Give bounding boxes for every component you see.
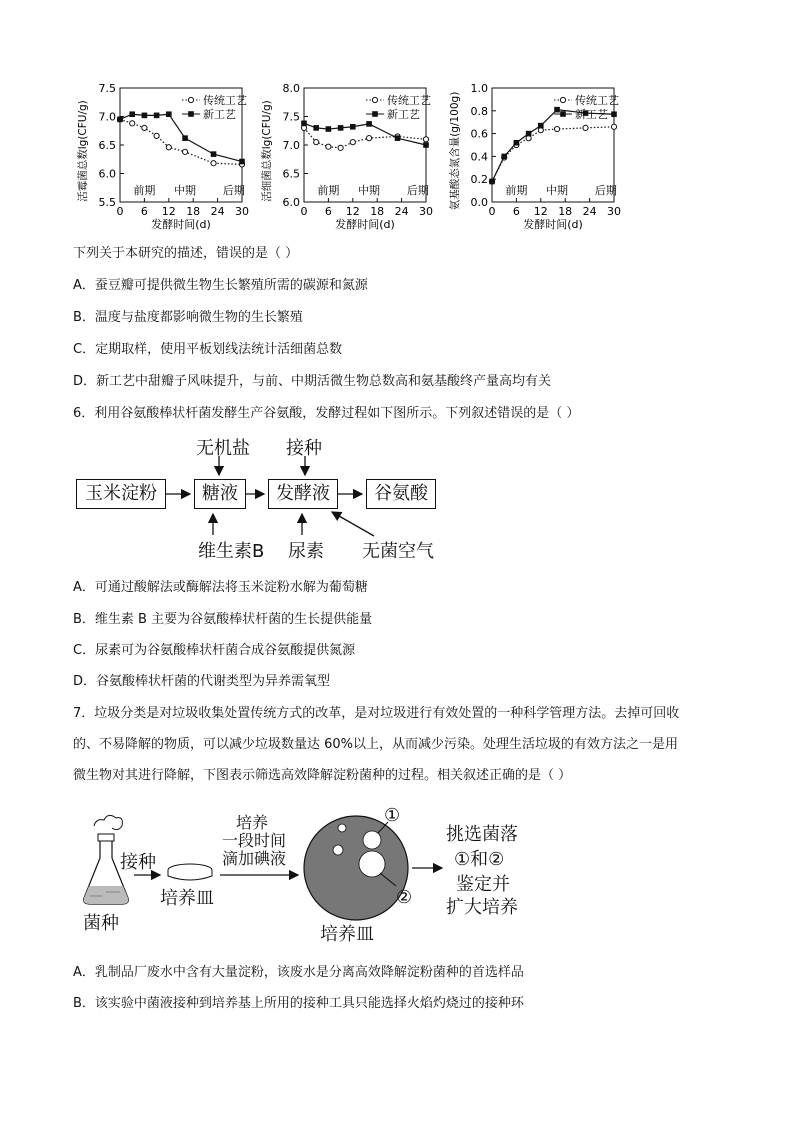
series-traditional-line: [304, 128, 426, 148]
box-glutamic-acid: 谷氨酸: [366, 479, 436, 509]
label-pick-4: 扩大培养: [446, 897, 518, 918]
x-tick-label: 12: [533, 205, 548, 218]
legend-new-marker: [188, 111, 194, 117]
q6-flow-diagram: [70, 430, 450, 560]
label-sterile-air: 无菌空气: [362, 541, 434, 562]
y-tick-label: 1.0: [470, 82, 488, 95]
label-iodine: 滴加碘液: [222, 849, 287, 868]
label-colony-1: ①: [384, 805, 401, 826]
q7-screening-figure: [72, 800, 552, 950]
point-traditional: [130, 121, 135, 126]
point-new: [611, 111, 617, 117]
x-axis-label: 发酵时间(d): [523, 218, 583, 231]
label-culture: 培养: [236, 813, 269, 832]
x-tick-label: 6: [512, 205, 520, 218]
label-fig-inoculate: 接种: [120, 852, 156, 873]
point-new: [166, 111, 172, 117]
arrow-air: [332, 512, 374, 536]
phase-label: 前期: [317, 184, 340, 197]
legend-new-label: 新工艺: [203, 108, 236, 121]
q7-stem-line3: 微生物对其进行降解，下图表示筛选高效降解淀粉菌种的过程。相关叙述正确的是（ ）: [73, 768, 572, 783]
q6-option-b[interactable]: B．维生素 B 主要为谷氨酸棒状杆菌的生长提供能量: [73, 612, 373, 627]
box-corn-starch: 玉米淀粉: [76, 479, 166, 509]
point-new: [350, 124, 356, 130]
chart-mold-svg: [74, 76, 256, 236]
legend-new-label: 新工艺: [575, 108, 608, 121]
label-dish-2: 培养皿: [320, 924, 374, 945]
point-new: [313, 125, 319, 131]
x-tick-label: 18: [186, 205, 201, 218]
phase-label: 前期: [133, 184, 156, 197]
box-sugar-liquid: 糖液: [194, 479, 246, 509]
x-tick-label: 30: [235, 205, 249, 218]
point-traditional: [554, 126, 559, 131]
point-traditional: [338, 145, 343, 150]
label-urea: 尿素: [288, 541, 324, 562]
phase-label: 中期: [358, 184, 381, 197]
chart-mold: [74, 76, 256, 240]
point-new: [501, 154, 507, 160]
phase-label: 后期: [594, 184, 617, 197]
x-axis-label: 发酵时间(d): [335, 218, 395, 231]
y-tick-label: 7.0: [282, 139, 300, 152]
point-traditional: [326, 144, 331, 149]
label-pick-2: ①和②: [454, 849, 505, 870]
x-tick-label: 12: [345, 205, 360, 218]
x-tick-label: 24: [394, 205, 409, 218]
q7-option-b[interactable]: B．该实验中菌液接种到培养基上所用的接种工具只能选择火焰灼烧过的接种环: [73, 996, 524, 1011]
q5-option-a[interactable]: A．蚕豆瓣可提供微生物生长繁殖所需的碳源和氮源: [73, 278, 368, 293]
q7-stem-line2: 的、不易降解的物质，可以减少垃圾数量达 60%以上，从而减少污染。处理生活垃圾的有效方法之一是用: [73, 737, 679, 752]
x-tick-label: 18: [558, 205, 573, 218]
point-new: [117, 117, 123, 123]
series-traditional-line: [492, 127, 614, 182]
point-traditional: [182, 149, 187, 154]
q6-option-d[interactable]: D．谷氨酸棒状杆菌的代谢类型为异养需氧型: [73, 674, 331, 689]
y-tick-label: 5.5: [98, 196, 116, 209]
y-tick-label: 7.5: [282, 110, 300, 124]
legend-new-label: 新工艺: [387, 108, 420, 121]
legend-new-marker: [372, 111, 378, 117]
culture-dish-icon: [304, 816, 408, 920]
y-tick-label: 6.5: [98, 139, 116, 152]
point-traditional: [142, 125, 147, 130]
phase-label: 中期: [546, 184, 569, 197]
point-new: [338, 125, 344, 131]
point-traditional: [166, 145, 171, 150]
q7-stem-line1: 7．垃圾分类是对垃圾收集处置传统方式的改革，是对垃圾进行有效处置的一种科学管理方法。去掉可回收: [73, 706, 680, 721]
series-traditional-line: [120, 119, 242, 164]
chart-bacteria: [258, 76, 444, 240]
point-traditional: [366, 136, 371, 141]
y-tick-label: 6.0: [98, 167, 116, 181]
chart-amino-nitrogen: [446, 76, 632, 240]
point-new: [514, 140, 520, 146]
label-vitamin-b: 维生素B: [198, 541, 265, 562]
label-pick-1: 挑选菌落: [446, 824, 518, 845]
series-new-line: [120, 114, 242, 161]
point-traditional: [350, 140, 355, 145]
y-tick-label: 0.2: [470, 173, 488, 187]
point-traditional: [611, 124, 616, 129]
phase-label: 后期: [406, 184, 429, 197]
point-new: [526, 131, 532, 137]
x-tick-label: 12: [161, 205, 176, 218]
point-new: [142, 113, 148, 119]
point-traditional: [423, 137, 428, 142]
legend-new-marker: [560, 111, 566, 117]
q6-option-c[interactable]: C．尿素可为谷氨酸棒状杆菌合成谷氨酸提供氮源: [73, 643, 356, 658]
chart-bacteria-svg: [258, 76, 444, 236]
point-new: [301, 121, 307, 127]
phase-label: 前期: [505, 184, 528, 197]
legend-traditional-label: 传统工艺: [575, 94, 619, 107]
y-tick-label: 0.0: [470, 196, 488, 209]
petri-dish-icon: [168, 864, 212, 880]
y-tick-label: 0.6: [470, 127, 488, 141]
q5-stem: 下列关于本研究的描述，错误的是（ ）: [73, 246, 299, 261]
point-new: [489, 179, 495, 185]
q5-option-b[interactable]: B．温度与盐度都影响微生物的生长繁殖: [73, 310, 303, 325]
y-tick-label: 0.4: [470, 150, 488, 164]
legend-traditional-label: 传统工艺: [387, 94, 431, 107]
label-dish-1: 培养皿: [160, 888, 214, 909]
y-axis-label: 活霉菌总数lg(CFU/g): [77, 100, 89, 202]
point-new: [154, 113, 160, 119]
y-tick-label: 0.8: [470, 104, 488, 118]
x-tick-label: 6: [140, 205, 148, 218]
chart-amino-nitrogen-svg: [446, 76, 632, 236]
point-new: [554, 107, 560, 113]
label-strain: 菌种: [83, 913, 119, 934]
point-new: [211, 151, 217, 157]
y-axis-label: 活细菌总数lg(CFU/g): [261, 100, 273, 202]
legend-traditional-marker: [560, 97, 565, 102]
point-new: [423, 142, 429, 148]
label-colony-2: ②: [396, 887, 413, 908]
x-tick-label: 0: [116, 205, 124, 218]
q7-option-a[interactable]: A．乳制品厂废水中含有大量淀粉，该废水是分离高效降解淀粉菌种的首选样品: [73, 965, 524, 980]
point-new: [326, 126, 332, 132]
q5-option-d[interactable]: D．新工艺中甜瓣子风味提升，与前、中期活微生物总数高和氨基酸终产量高均有关: [73, 374, 552, 389]
q6-option-a[interactable]: A．可通过酸解法或酶解法将玉米淀粉水解为葡萄糖: [73, 580, 368, 595]
legend-traditional-marker: [188, 97, 193, 102]
phase-label: 中期: [174, 184, 197, 197]
point-new: [366, 121, 372, 127]
y-tick-label: 8.0: [282, 82, 300, 95]
point-traditional: [583, 125, 588, 130]
x-tick-label: 18: [370, 205, 385, 218]
legend-traditional-marker: [372, 97, 377, 102]
point-new: [239, 159, 245, 165]
point-new: [395, 135, 401, 141]
label-inorganic-salt: 无机盐: [196, 438, 250, 459]
q6-stem: 6．利用谷氨酸棒状杆菌发酵生产谷氨酸，发酵过程如下图所示。下列叙述错误的是（ ）: [73, 406, 580, 421]
x-axis-label: 发酵时间(d): [151, 218, 211, 231]
x-tick-label: 24: [582, 205, 597, 218]
phase-label: 后期: [222, 184, 245, 197]
point-new: [129, 111, 135, 117]
x-tick-label: 30: [419, 205, 433, 218]
q5-option-c[interactable]: C．定期取样，使用平板划线法统计活细菌总数: [73, 342, 343, 357]
y-tick-label: 7.5: [98, 82, 116, 95]
label-inoculate: 接种: [286, 438, 322, 459]
series-new-line: [304, 123, 426, 145]
x-tick-label: 0: [300, 205, 308, 218]
y-axis-label: 氨基酸态氮含量(g/100g): [449, 91, 461, 211]
point-new: [538, 123, 544, 129]
point-traditional: [314, 140, 319, 145]
point-traditional: [211, 161, 216, 166]
x-tick-label: 24: [210, 205, 225, 218]
label-period: 一段时间: [222, 831, 287, 850]
x-tick-label: 30: [607, 205, 621, 218]
y-tick-label: 6.5: [282, 167, 300, 181]
x-tick-label: 6: [324, 205, 332, 218]
box-fermentation-liquid: 发酵液: [268, 479, 338, 509]
y-tick-label: 7.0: [98, 110, 116, 124]
point-new: [182, 135, 188, 141]
label-pick-3: 鉴定并: [456, 874, 510, 895]
y-tick-label: 6.0: [282, 196, 300, 209]
legend-traditional-label: 传统工艺: [203, 94, 247, 107]
x-tick-label: 0: [488, 205, 496, 218]
point-traditional: [154, 133, 159, 138]
